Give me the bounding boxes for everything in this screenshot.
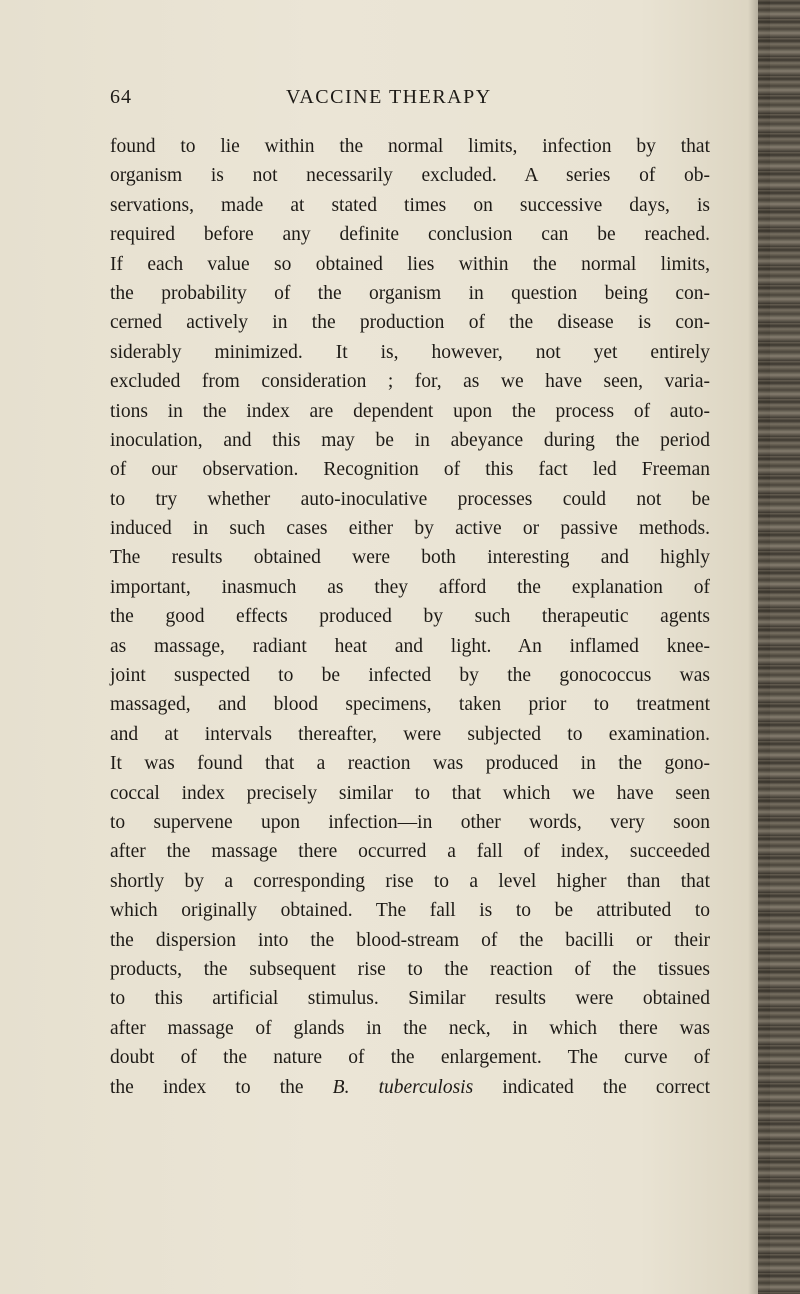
text-line: servations, made at stated times on successive days, is	[110, 194, 710, 216]
text-line: tions in the index are dependent upon the process of auto-	[110, 400, 710, 422]
text-line: induced in such cases either by active or passive methods.	[110, 518, 710, 540]
text-line: inoculation, and this may be in abeyance during the period	[110, 429, 710, 451]
text-line: If each value so obtained lies within the normal limits,	[110, 253, 710, 275]
running-title: VACCINE THERAPY	[286, 86, 492, 108]
text-line: coccal index precisely similar to that which we have seen	[110, 782, 710, 804]
text-line: to try whether auto-inoculative processes could not be	[110, 488, 710, 510]
text-line-last	[110, 1073, 710, 1102]
text-line: found to lie within the normal limits, infection by that	[110, 136, 710, 157]
text-line: as massage, radiant heat and light. An inflamed knee-	[110, 635, 710, 657]
text-line: excluded from consideration ; for, as we have seen, varia-	[110, 371, 710, 393]
text-line: important, inasmuch as they afford the explanation of	[110, 576, 710, 598]
text-line: shortly by a corresponding rise to a level higher than that	[110, 870, 710, 892]
species-name: B. tuberculosis	[332, 1076, 474, 1098]
text-line: required before any definite conclusion can be reached.	[110, 224, 710, 246]
page-number: 64	[110, 86, 132, 108]
text-line: of our observation. Recognition of this fact led Freeman	[110, 459, 710, 481]
text-line: organism is not necessarily excluded. A series of ob-	[110, 165, 710, 187]
text-line: after the massage there occurred a fall of index, succeeded	[110, 841, 710, 863]
text-line: the good effects produced by such therapeutic agents	[110, 606, 710, 628]
text-line: joint suspected to be infected by the gonococcus was	[110, 665, 710, 687]
text-line: siderably minimized. It is, however, not yet entirely	[110, 341, 710, 363]
body-text	[110, 132, 710, 1102]
text-line: massaged, and blood specimens, taken prior to treatment	[110, 694, 710, 716]
text-line: products, the subsequent rise to the reaction of the tissues	[110, 958, 710, 980]
page-header	[110, 86, 710, 120]
text-line: doubt of the nature of the enlargement. The curve of	[110, 1047, 710, 1069]
text-line: after massage of glands in the neck, in which there was	[110, 1017, 710, 1039]
text-line: which originally obtained. The fall is to be attributed to	[110, 900, 710, 922]
text-line: It was found that a reaction was produced in the gono-	[110, 753, 710, 775]
text-line: the dispersion into the blood-stream of the bacilli or their	[110, 929, 710, 951]
text-line: to supervene upon infection—in other words, very soon	[110, 811, 710, 833]
text-line: cerned actively in the production of the disease is con-	[110, 312, 710, 334]
text-line: The results obtained were both interesting and highly	[110, 547, 710, 569]
last-line-end: indicated the correct	[473, 1076, 710, 1098]
last-line-start: the index to the	[110, 1076, 333, 1098]
page-edge	[758, 0, 800, 1294]
text-line: to this artificial stimulus. Similar results were obtained	[110, 988, 710, 1010]
text-line: and at intervals thereafter, were subjected to examination.	[110, 723, 710, 745]
text-line: the probability of the organism in question being con-	[110, 282, 710, 304]
